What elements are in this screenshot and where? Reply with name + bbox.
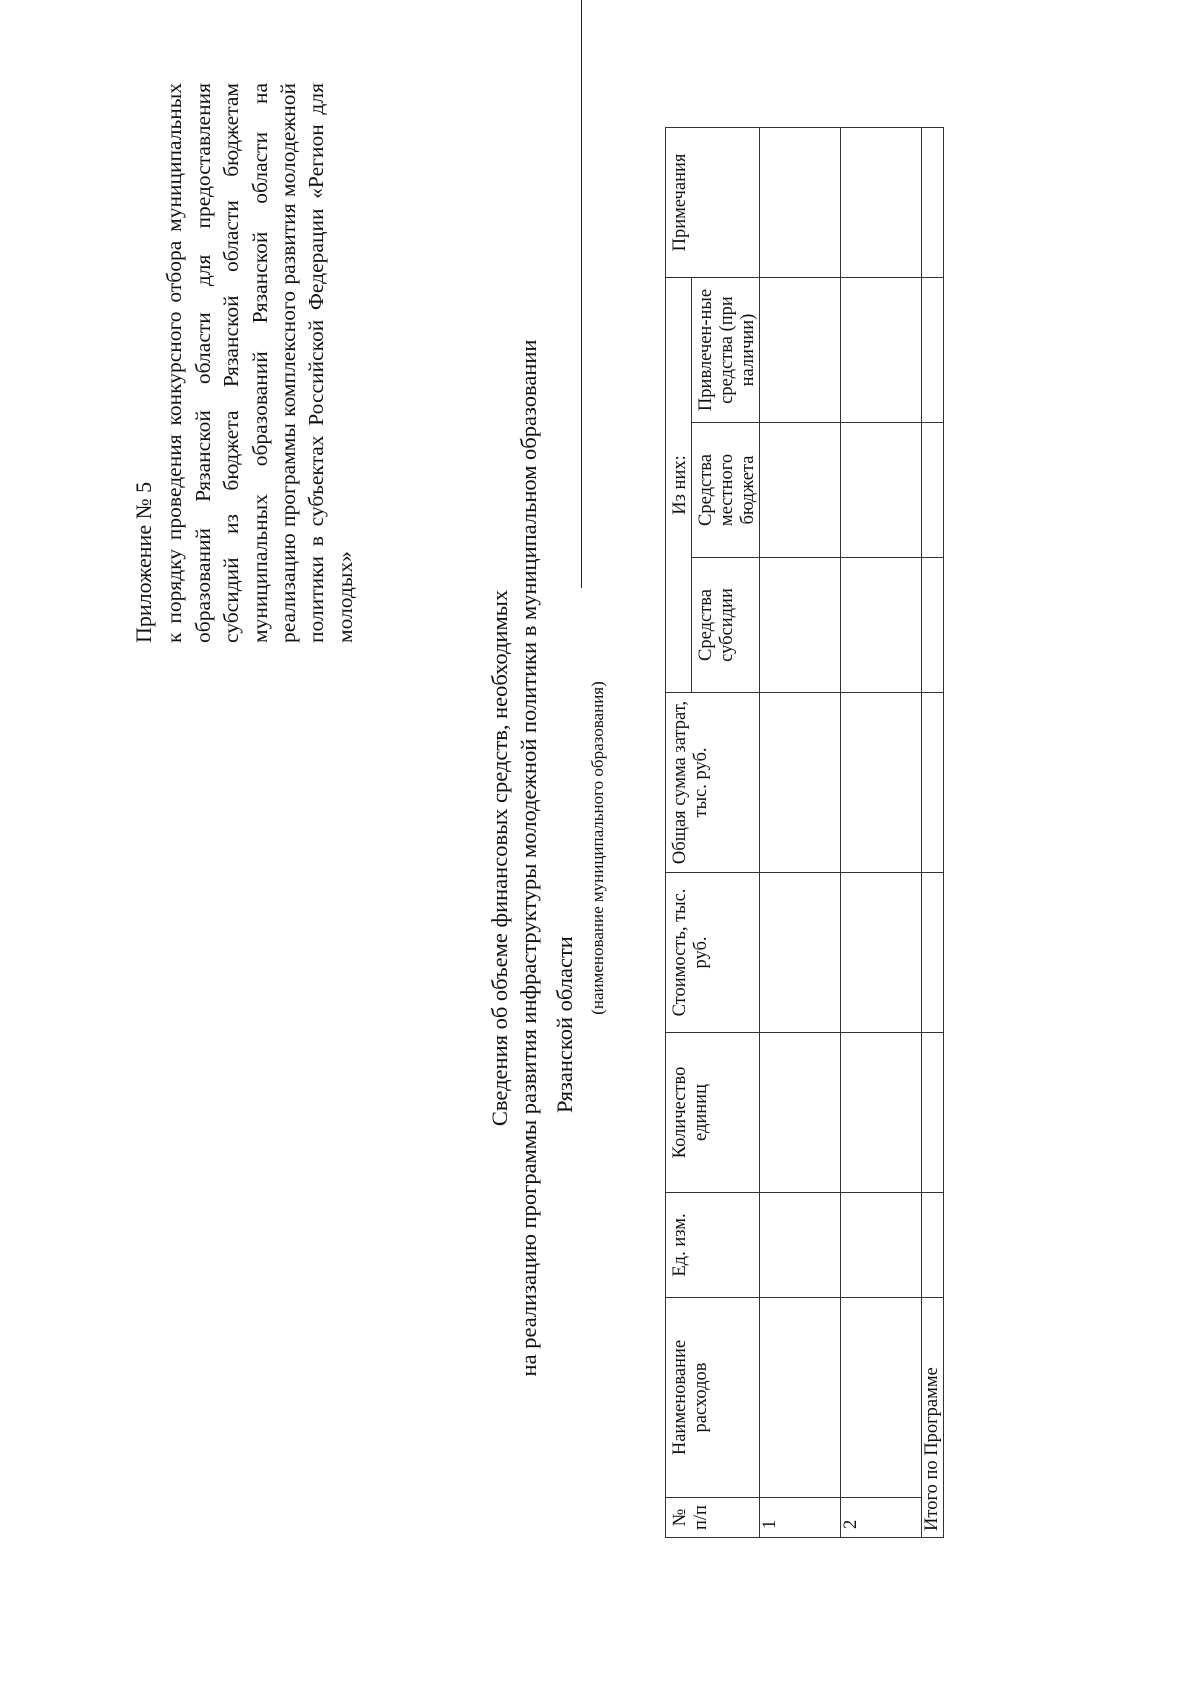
cell-quantity[interactable] [922,1033,944,1193]
document-title-line-1: Сведения об объеме финансовых средств, необходимых [487,589,512,1127]
table-row [760,128,841,1538]
total-label: Итого по Программе [922,1298,944,1538]
cell-attracted[interactable] [841,278,922,423]
header-num: № п/п [666,1498,760,1538]
municipality-blank-line [581,0,582,588]
cell-subsidy[interactable] [760,558,841,693]
header-attracted: Привлечен-ные средства (при наличии) [692,278,760,423]
expense-table [665,127,944,1538]
row-num: 1 [760,1498,841,1538]
header-quantity: Количество единиц [666,1033,760,1193]
cell-cost[interactable] [760,873,841,1033]
document-title-line-2: на реализацию программы развития инфраструктуры молодежной политики в муниципальном образовании [516,339,541,1377]
cell-name[interactable] [760,1298,841,1498]
cell-attracted[interactable] [760,278,841,423]
cell-unit[interactable] [841,1193,922,1298]
cell-local-budget[interactable] [760,423,841,558]
table-row [841,128,922,1538]
header-notes: Примечания [666,128,760,278]
table-total-row [922,128,944,1538]
header-of-which: Из них: [666,278,692,693]
cell-quantity[interactable] [760,1033,841,1193]
municipality-caption: (наименование муниципального образования) [588,681,607,1015]
header-cost: Стоимость, тыс. руб. [666,873,760,1033]
cell-cost[interactable] [922,873,944,1033]
header-local-budget: Средства местного бюджета [692,423,760,558]
cell-cost[interactable] [841,873,922,1033]
header-total: Общая сумма затрат, тыс. руб. [666,693,760,873]
cell-quantity[interactable] [841,1033,922,1193]
appendix-text: к порядку проведения конкурсного отбора муниципальных образований Рязанской области для предоставления субсидий из бюджета Рязанской области бюджетам муниципальных образований Рязанской области на реализацию программы комплексного развития молодежной политики в субъектах Российской Федерации «Регион для молодых» [162,83,357,643]
cell-unit[interactable] [760,1193,841,1298]
cell-total[interactable] [760,693,841,873]
document-title [485,188,543,1528]
cell-local-budget[interactable] [922,423,944,558]
cell-unit[interactable] [922,1193,944,1298]
header-name: Наименование расходов [666,1298,760,1498]
appendix-block [130,83,359,643]
cell-subsidy[interactable] [922,558,944,693]
cell-subsidy[interactable] [841,558,922,693]
cell-total[interactable] [841,693,922,873]
header-unit: Ед. изм. [666,1193,760,1298]
appendix-title: Приложение № 5 [131,481,156,643]
cell-name[interactable] [841,1298,922,1498]
row-num: 2 [841,1498,922,1538]
header-subsidy: Средства субсидии [692,558,760,693]
cell-notes[interactable] [841,128,922,278]
cell-local-budget[interactable] [841,423,922,558]
cell-total[interactable] [922,693,944,873]
cell-notes[interactable] [760,128,841,278]
table-header-row-1 [666,128,692,1538]
cell-notes[interactable] [922,128,944,278]
region-line: Рязанской области [552,936,577,1113]
cell-attracted[interactable] [922,278,944,423]
